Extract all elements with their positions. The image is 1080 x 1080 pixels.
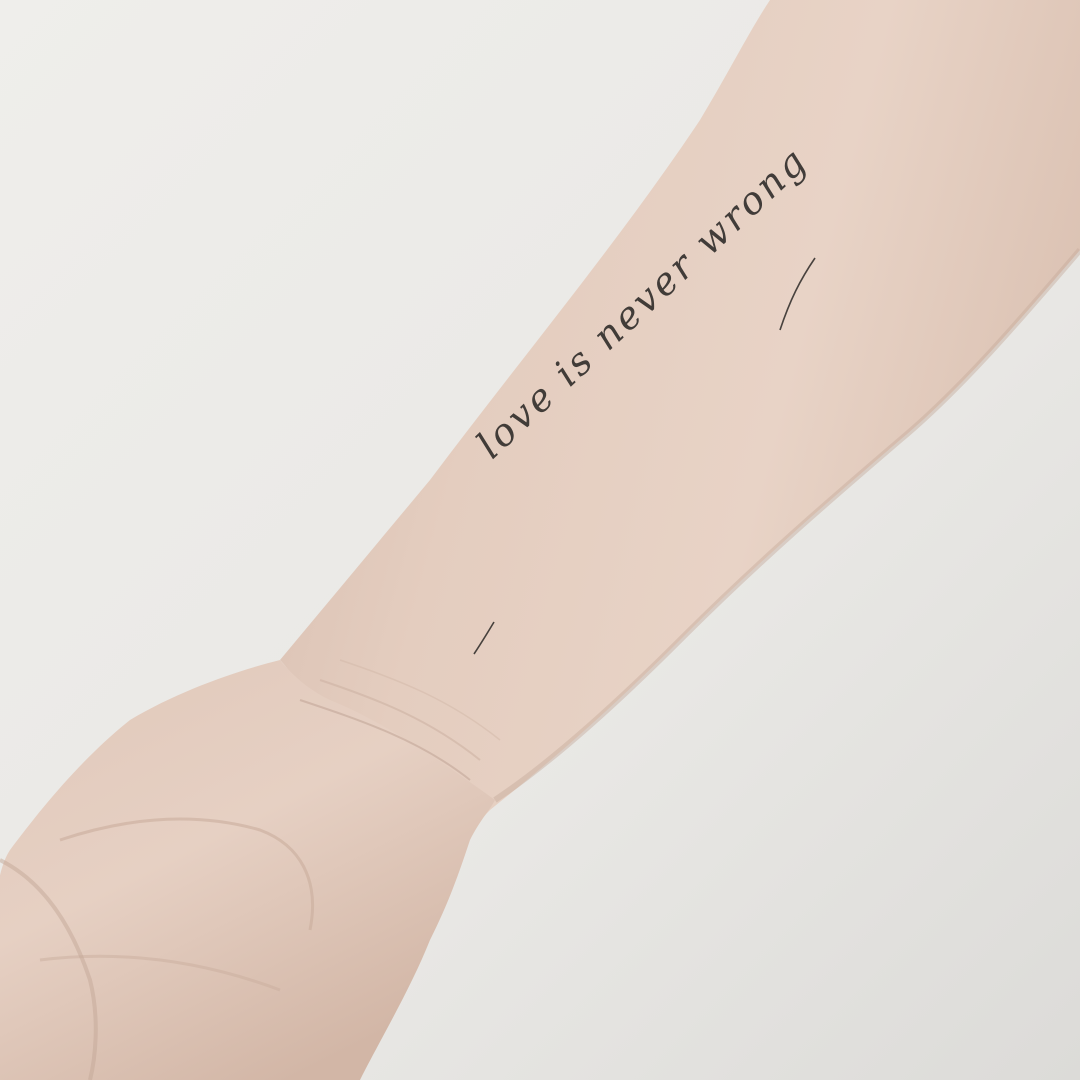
tattoo-script-text: love is never wrong — [467, 137, 817, 467]
